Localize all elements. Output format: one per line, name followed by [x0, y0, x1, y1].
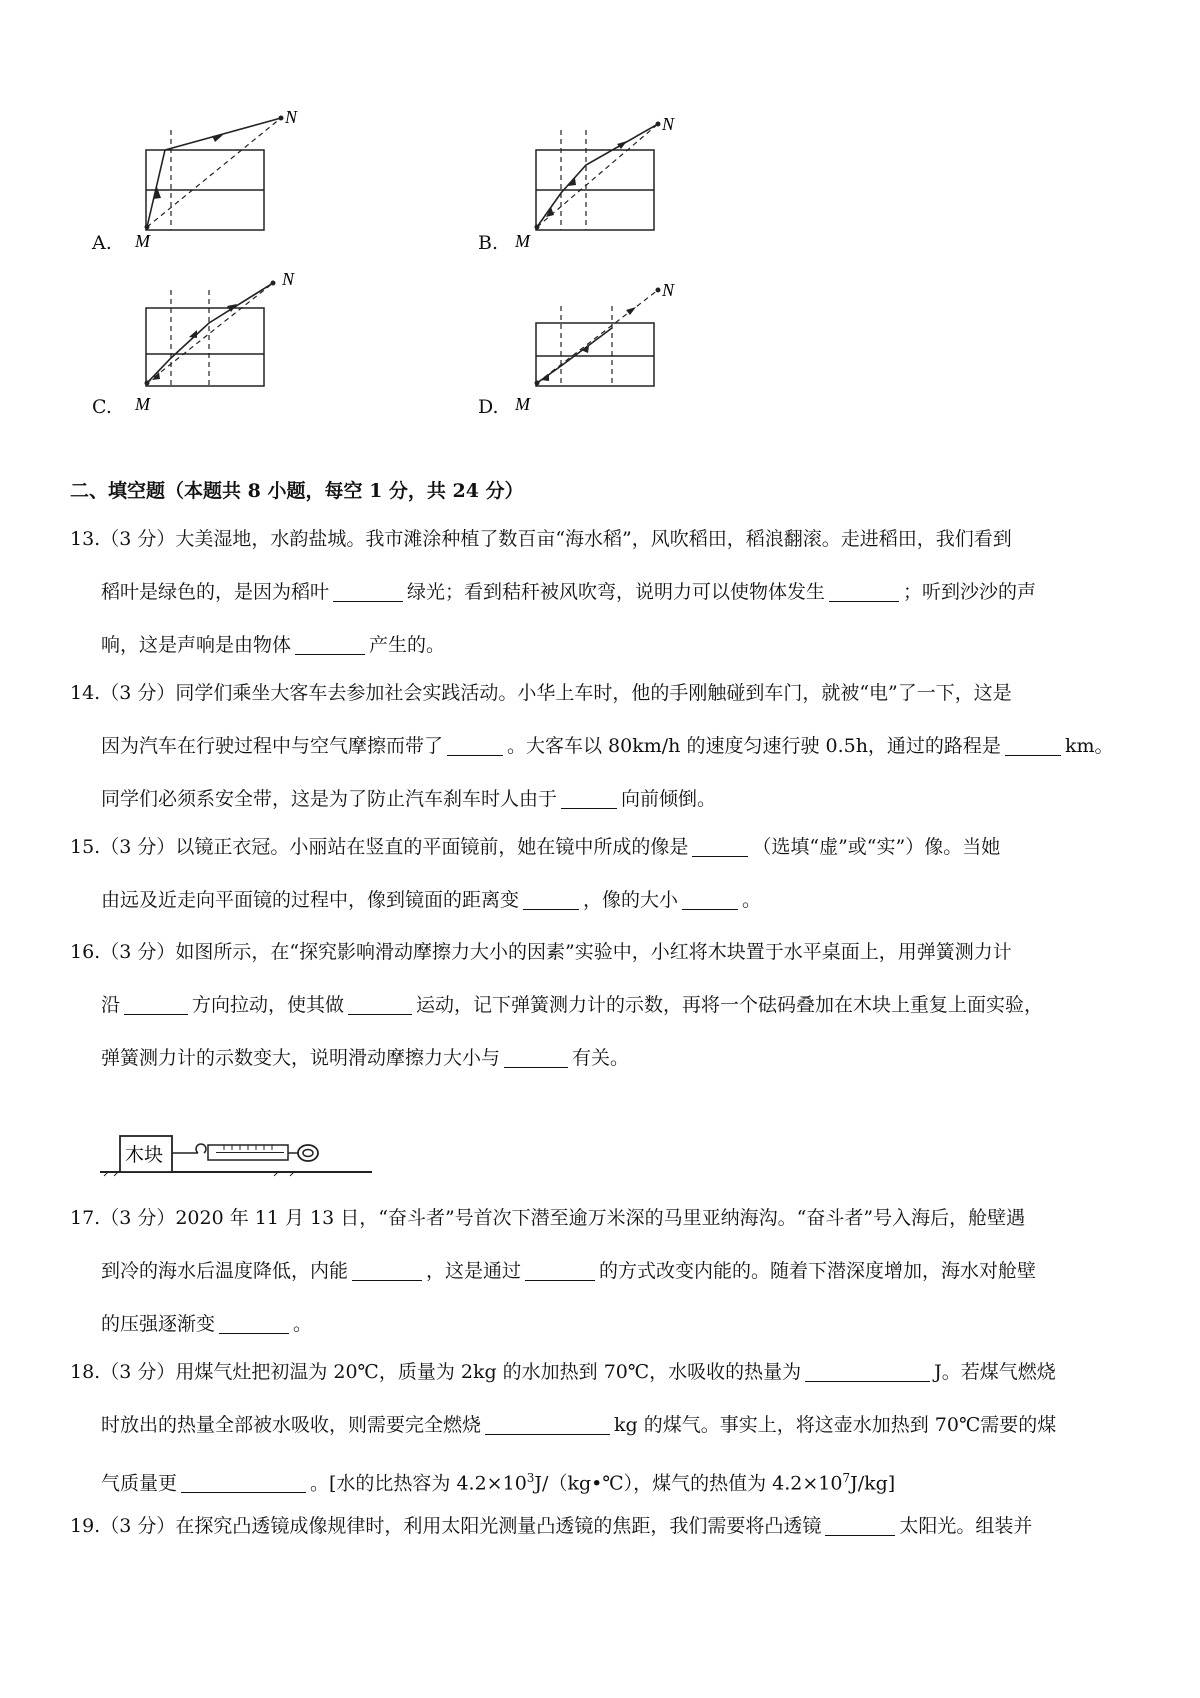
- label-n: N: [282, 269, 295, 289]
- q16-line-2: [70, 979, 1145, 1032]
- q16-text: 弹簧测力计的示数变大，说明滑动摩擦力大小与: [101, 1047, 501, 1069]
- question-17: [70, 1192, 1145, 1351]
- q14-text: 。大客车以 80km/h 的速度匀速行驶 0.5h，通过的路程是: [507, 735, 1001, 757]
- q18-text: 。[水的比热容为 4.2×10: [310, 1472, 527, 1495]
- option-letter-b: B.: [478, 232, 499, 254]
- question-16: [70, 926, 1145, 1085]
- q13-text: 产生的。: [369, 634, 446, 656]
- q16-text: 沿: [101, 994, 121, 1016]
- q14-text: 同学们必须系安全带，这是为了防止汽车刹车时人由于: [101, 788, 558, 810]
- q19-line-1: [70, 1500, 1145, 1553]
- answer-blank[interactable]: [333, 581, 403, 602]
- q16-text: 运动，记下弹簧测力计的示数，再将一个砝码叠加在木块上重复上面实验，: [416, 994, 1044, 1016]
- question-13: [70, 513, 1145, 672]
- q18-text: 时放出的热量全部被水吸收，则需要完全燃烧: [101, 1414, 482, 1436]
- answer-blank[interactable]: [352, 1260, 422, 1281]
- option-letter-d: D.: [478, 396, 499, 418]
- question-14: [70, 667, 1145, 826]
- q14-text: 向前倾倒。: [621, 788, 717, 810]
- answer-blank[interactable]: [825, 1515, 895, 1536]
- q17-text: ，这是通过: [426, 1260, 522, 1282]
- q15-line-2: [70, 874, 1145, 927]
- q15-text: ，像的大小: [583, 889, 679, 911]
- answer-blank[interactable]: [1005, 735, 1061, 756]
- ray-diagram-option-b: [515, 105, 715, 255]
- option-letter-c: C.: [92, 396, 112, 418]
- q17-text: 的方式改变内能的。随着下潜深度增加，海水对舱壁: [599, 1260, 1037, 1282]
- wood-block-label: 木块: [125, 1144, 164, 1166]
- answer-blank[interactable]: [219, 1313, 289, 1334]
- option-letter-a: A.: [92, 232, 112, 254]
- label-m: M: [135, 394, 150, 414]
- q18-text: 18.（3 分）用煤气灶把初温为 20℃，质量为 2kg 的水加热到 70℃，水吸收的热量为: [70, 1361, 802, 1383]
- q15-text: 15.（3 分）以镜正衣冠。小丽站在竖直的平面镜前，她在镜中所成的像是: [70, 836, 689, 858]
- label-n: N: [662, 114, 675, 134]
- q16-text: 方向拉动，使其做: [192, 994, 345, 1016]
- q14-text: km。: [1064, 735, 1114, 757]
- answer-blank[interactable]: [805, 1361, 930, 1382]
- answer-blank[interactable]: [181, 1472, 306, 1493]
- answer-blank[interactable]: [485, 1414, 610, 1435]
- q18-text: J/kg]: [850, 1472, 896, 1495]
- answer-blank[interactable]: [295, 634, 365, 655]
- q17-text: 到冷的海水后温度降低，内能: [101, 1260, 349, 1282]
- q17-line-2: [70, 1245, 1145, 1298]
- q13-text: 响，这是声响是由物体: [101, 634, 292, 656]
- q14-line-3: [70, 773, 1145, 826]
- q15-text: （选填“虚”或“实”）像。当她: [752, 836, 1001, 858]
- answer-blank[interactable]: [525, 1260, 595, 1281]
- q14-line-2: [70, 720, 1145, 773]
- answer-blank[interactable]: [692, 836, 748, 857]
- q19-text: 太阳光。组装并: [899, 1515, 1033, 1537]
- q17-text: 的压强逐渐变: [101, 1313, 216, 1335]
- question-18: [70, 1346, 1145, 1510]
- q16-line-1: 16.（3 分）如图所示，在“探究影响滑动摩擦力大小的因素”实验中，小红将木块置于水平桌面上，用弹簧测力计: [70, 941, 1012, 963]
- q13-line-1: 13.（3 分）大美湿地，水韵盐城。我市滩涂种植了数百亩“海水稻”，风吹稻田，稻浪翻滚。走进稻田，我们看到: [70, 528, 1012, 550]
- section-title: 二、填空题（本题共 8 小题，每空 1 分，共 24 分）: [70, 480, 524, 502]
- answer-blank[interactable]: [124, 994, 188, 1015]
- label-n: N: [285, 107, 298, 127]
- q13-text: 稻叶是绿色的，是因为稻叶: [101, 581, 330, 603]
- q18-text: J/（kg•℃），煤气的热值为 4.2×10: [534, 1472, 843, 1495]
- q15-text: 由远及近走向平面镜的过程中，像到镜面的距离变: [101, 889, 520, 911]
- q14-line-1: 14.（3 分）同学们乘坐大客车去参加社会实践活动。小华上车时，他的手刚触碰到车门，就被“电”了一下，这是: [70, 682, 1012, 704]
- q13-line-2: [70, 566, 1145, 619]
- question-19: [70, 1500, 1145, 1553]
- q14-text: 因为汽车在行驶过程中与空气摩擦而带了: [101, 735, 444, 757]
- answer-blank[interactable]: [447, 735, 503, 756]
- q16-line-3: [70, 1032, 1145, 1085]
- q15-text: 。: [742, 889, 762, 911]
- question-15: [70, 821, 1145, 927]
- q13-line-3: [70, 619, 1145, 672]
- q19-text: 19.（3 分）在探究凸透镜成像规律时，利用太阳光测量凸透镜的焦距，我们需要将凸透镜: [70, 1515, 822, 1537]
- label-m: M: [515, 231, 530, 251]
- answer-blank[interactable]: [504, 1047, 568, 1068]
- exponent: 7: [842, 1471, 851, 1485]
- friction-experiment-figure: [100, 1128, 380, 1178]
- q17-text: 。: [293, 1313, 313, 1335]
- answer-blank[interactable]: [829, 581, 899, 602]
- label-m: M: [135, 231, 150, 251]
- answer-blank[interactable]: [561, 788, 617, 809]
- q15-line-1: [70, 821, 1145, 874]
- q13-text: ；听到沙沙的声: [903, 581, 1037, 603]
- answer-blank[interactable]: [523, 889, 579, 910]
- exponent: 3: [526, 1471, 535, 1485]
- q18-text: kg 的煤气。事实上，将这壶水加热到 70℃需要的煤: [614, 1414, 1057, 1436]
- q16-text: 有关。: [572, 1047, 630, 1069]
- answer-blank[interactable]: [348, 994, 412, 1015]
- label-n: N: [662, 280, 675, 300]
- ray-diagram-option-c: [125, 268, 325, 418]
- q18-line-2: [70, 1399, 1145, 1452]
- q18-text: J。若煤气燃烧: [934, 1361, 1056, 1383]
- q17-line-3: [70, 1298, 1145, 1351]
- q18-line-1: [70, 1346, 1145, 1399]
- q17-line-1: 17.（3 分）2020 年 11 月 13 日，“奋斗者”号首次下潜至逾万米深的马里亚纳海沟。“奋斗者”号入海后，舱壁遇: [70, 1207, 1026, 1229]
- ray-diagram-option-d: [515, 268, 715, 418]
- label-m: M: [515, 394, 530, 414]
- answer-blank[interactable]: [682, 889, 738, 910]
- q18-text: 气质量更: [101, 1472, 178, 1495]
- ray-diagram-option-a: [125, 105, 325, 255]
- q13-text: 绿光；看到秸秆被风吹弯，说明力可以使物体发生: [407, 581, 826, 603]
